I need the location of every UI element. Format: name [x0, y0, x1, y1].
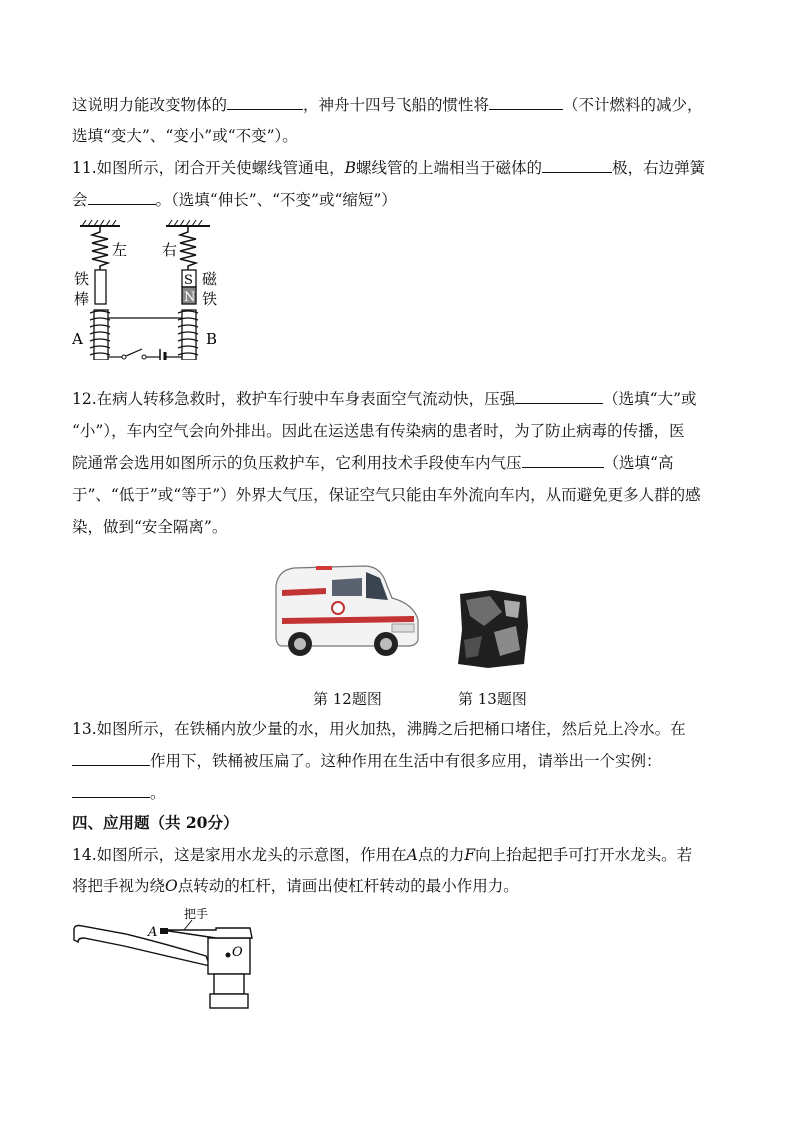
svg-text:棒: 棒 [74, 290, 90, 308]
solenoid-spring-diagram [70, 220, 230, 360]
answer-blank[interactable] [227, 93, 303, 110]
answer-blank[interactable] [72, 781, 150, 798]
svg-text:铁: 铁 [74, 270, 90, 288]
svg-text:A: A [72, 330, 83, 348]
q12-line4: 于”、“低于”或“等于”）外界大气压，保证空气只能由车外流向车内，从而避免更多人群的感 [72, 486, 701, 504]
figure-caption-12: 第 12题图 [313, 690, 382, 708]
q12-line2: “小”），车内空气会向外排出。因此在运送患有传染病的患者时，为了防止病毒的传播，医 [72, 422, 685, 440]
answer-blank[interactable] [72, 749, 150, 766]
label-right: 右 [162, 241, 178, 259]
switch [126, 349, 142, 356]
answer-blank[interactable] [542, 156, 612, 173]
solenoid-a [90, 310, 110, 360]
q13-line3: 。 [72, 781, 166, 805]
answer-blank[interactable] [515, 387, 603, 404]
svg-text:磁: 磁 [202, 270, 218, 288]
figure-caption-13: 第 13题图 [458, 690, 527, 708]
label-left: 左 [112, 241, 128, 259]
answer-blank[interactable] [88, 188, 156, 205]
svg-text:B: B [206, 330, 218, 348]
q13-line2: 作用下，铁桶被压扁了。这种作用在生活中有很多应用，请举出一个实例： [72, 749, 662, 773]
q14-line1: 14.如图所示，这是家用水龙头的示意图，作用在A点的力F向上抬起把手可打开水龙头。若 [72, 846, 693, 864]
label-point-o: O [232, 945, 243, 960]
q10-line1: 这说明力能改变物体的 ，神舟十四号飞船的惯性将 （不计燃料的减少， [72, 93, 703, 117]
q12-line3: 院通常会选用如图所示的负压救护车，它利用技术手段使车内气压 （选填“高 [72, 451, 673, 475]
label-point-a: A [148, 925, 158, 940]
q12-line5: 染，做到“安全隔离”。 [72, 518, 228, 536]
q11-line2: 会 。（选填“伸长”、“不变”或“缩短”） [72, 188, 397, 212]
iron-rod [95, 270, 106, 304]
crushed-bucket-image [454, 586, 534, 672]
q14-line2: 将把手视为绕O点转动的杠杆，请画出使杠杆转动的最小作用力。 [72, 877, 519, 895]
ambulance-image [268, 558, 424, 664]
answer-blank[interactable] [489, 93, 563, 110]
q13-line1: 13.如图所示，在铁桶内放少量的水，用火加热，沸腾之后把桶口堵住，然后兑上冷水。在 [72, 720, 686, 738]
q10-line2: 选填“变大”、“变小”或“不变”）。 [72, 127, 298, 145]
label-handle: 把手 [184, 907, 209, 921]
q12-line1: 12.在病人转移急救时，救护车行驶中车身表面空气流动快，压强 （选填“大”或 [72, 387, 697, 411]
q11-line1: 11.如图所示，闭合开关使螺线管通电，B螺线管的上端相当于磁体的 极，右边弹簧 [72, 156, 705, 180]
faucet-diagram [66, 900, 266, 1020]
section-title: 四、应用题（共 20分） [72, 813, 239, 832]
answer-blank[interactable] [522, 451, 604, 468]
svg-text:N: N [184, 290, 196, 305]
svg-text:S: S [184, 273, 193, 288]
svg-text:铁: 铁 [202, 290, 218, 308]
